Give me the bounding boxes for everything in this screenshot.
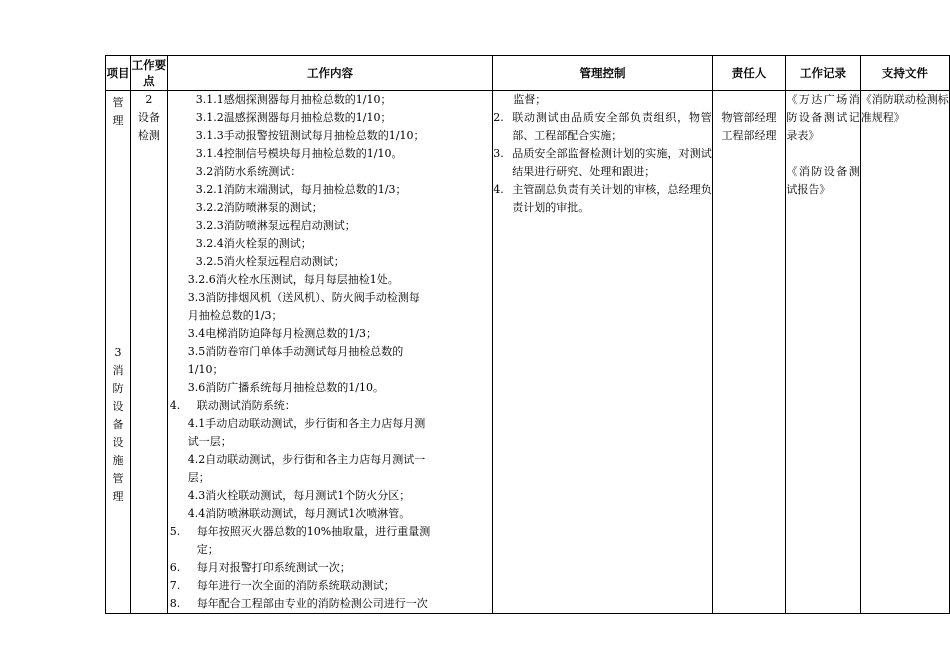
mgmt-num: 4.: [493, 183, 504, 196]
content-line: 3.2.2消防喷淋泵的测试；: [195, 201, 323, 214]
project-char: 防: [112, 382, 124, 395]
content-line: 层；: [187, 471, 210, 484]
mgmt-text: 品质安全部监督检测计划的实施，对测试结果进行研究、处理和跟进；: [512, 147, 712, 178]
header-work-content: 工作内容: [167, 56, 493, 91]
work-point-line1: 设备: [137, 111, 160, 124]
mgmt-num: 2.: [493, 111, 504, 124]
work-content-cell: [167, 91, 493, 614]
content-line: 3.4电梯消防迫降每月检测总数的1/3；: [187, 327, 377, 340]
content-num: 6.: [169, 561, 181, 574]
content-text: 联动测试消防系统：: [196, 399, 296, 412]
header-work-point: 工作要点: [130, 56, 167, 91]
mgmt-text: 主管副总负责有关计划的审核，总经理负责计划的审批。: [512, 183, 712, 214]
content-numbered-line: [168, 595, 493, 613]
mgmt-item: [493, 109, 711, 145]
project-char: 管: [112, 472, 124, 485]
project-char: 备: [112, 418, 124, 431]
content-text: 每年按照灭火器总数的10%抽取量，进行重量测: [196, 525, 431, 538]
content-line: 1/10；: [187, 363, 224, 376]
content-line: 3.1.3手动报警按钮测试每月抽检总数的1/10；: [195, 129, 425, 142]
content-num: 7.: [169, 579, 181, 592]
mgmt-num: 3.: [493, 147, 504, 160]
content-numbered-line: [168, 523, 493, 541]
header-mgmt-control: 管理控制: [493, 56, 712, 91]
responsible-line: 物管部经理: [721, 111, 777, 124]
content-line: 4.3消火栓联动测试，每月测试1个防火分区；: [187, 489, 411, 502]
content-line: 3.2.3消防喷淋泵远程启动测试；: [195, 219, 356, 232]
content-line: 3.5消防卷帘门单体手动测试每月抽检总数的: [187, 345, 404, 358]
responsible-line: 工程部经理: [721, 129, 777, 142]
work-record-cell: [786, 91, 860, 614]
work-point-number: 2: [145, 93, 153, 106]
content-numbered-line: [168, 397, 493, 415]
project-vertical-label: [106, 344, 130, 506]
content-numbered-line: [168, 577, 493, 595]
mgmt-text: 联动测试由品质安全部负责组织，物管部、工程部配合实施；: [512, 111, 712, 142]
content-num: 4.: [169, 399, 181, 412]
mgmt-item: [493, 145, 711, 181]
project-top-char2: 理: [112, 114, 124, 127]
content-line: 3.1.1感烟探测器每月抽检总数的1/10；: [195, 93, 392, 106]
mgmt-control-cell: [493, 91, 712, 614]
content-line: 定；: [196, 543, 219, 556]
content-line: 月抽检总数的1/3；: [187, 309, 283, 322]
record-item: 《万达广场消防设备测试记录表》: [786, 93, 860, 142]
project-cell: [106, 91, 131, 614]
mgmt-line: 监督；: [513, 93, 547, 106]
content-line: 3.6消防广播系统每月抽检总数的1/10。: [187, 381, 384, 394]
project-char: 设: [112, 400, 124, 413]
project-char: 施: [112, 454, 124, 467]
content-text: 每月对报警打印系统测试一次；: [196, 561, 351, 574]
header-work-record: 工作记录: [786, 56, 860, 91]
mgmt-item: [493, 181, 711, 217]
content-line: 试一层；: [187, 435, 232, 448]
content-num: 5.: [169, 525, 181, 538]
content-line: 3.1.2温感探测器每月抽检总数的1/10；: [195, 111, 392, 124]
header-responsible: 责任人: [712, 56, 786, 91]
content-line: 4.2自动联动测试，步行街和各主力店每月测试一: [187, 453, 426, 466]
project-top-char: 管: [112, 96, 124, 109]
content-line: 3.2.6消火栓水压测试，每月每层抽检1处。: [187, 273, 399, 286]
work-point-cell: [130, 91, 167, 614]
project-char: 消: [112, 364, 124, 377]
content-line: 3.2.5消火栓泵远程启动测试；: [195, 255, 345, 268]
record-item: 《消防设备测试报告》: [786, 165, 860, 196]
table-row: [106, 91, 950, 614]
support-files-cell: [860, 91, 949, 614]
content-text: 每年配合工程部由专业的消防检测公司进行一次: [196, 597, 428, 610]
content-line: 3.2消防水系统测试：: [195, 165, 302, 178]
content-line: 3.2.1消防末端测试，每月抽检总数的1/3；: [195, 183, 407, 196]
support-file-item: 《消防联动检测标准规程》: [860, 93, 949, 124]
work-point-line2: 检测: [137, 129, 160, 142]
content-line: 3.3消防排烟风机（送风机）、防火阀手动检测每: [187, 291, 420, 304]
content-line: 4.1手动启动联动测试，步行街和各主力店每月测: [187, 417, 426, 430]
header-row: [106, 56, 950, 91]
content-line: 4.4消防喷淋联动测试，每月测试1次喷淋管。: [187, 507, 411, 520]
header-support-files: 支持文件: [860, 56, 949, 91]
header-project: 项目: [106, 56, 131, 91]
content-text: 每年进行一次全面的消防系统联动测试；: [196, 579, 395, 592]
project-char: 理: [112, 490, 124, 503]
content-line: 3.2.4消火栓泵的测试；: [195, 237, 312, 250]
project-char: 3: [114, 346, 122, 359]
content-line: 3.1.4控制信号模块每月抽检总数的1/10。: [195, 147, 403, 160]
responsible-cell: [712, 91, 786, 614]
content-numbered-line: [168, 559, 493, 577]
management-table: [105, 55, 950, 614]
project-char: 设: [112, 436, 124, 449]
content-num: 8.: [169, 597, 181, 610]
